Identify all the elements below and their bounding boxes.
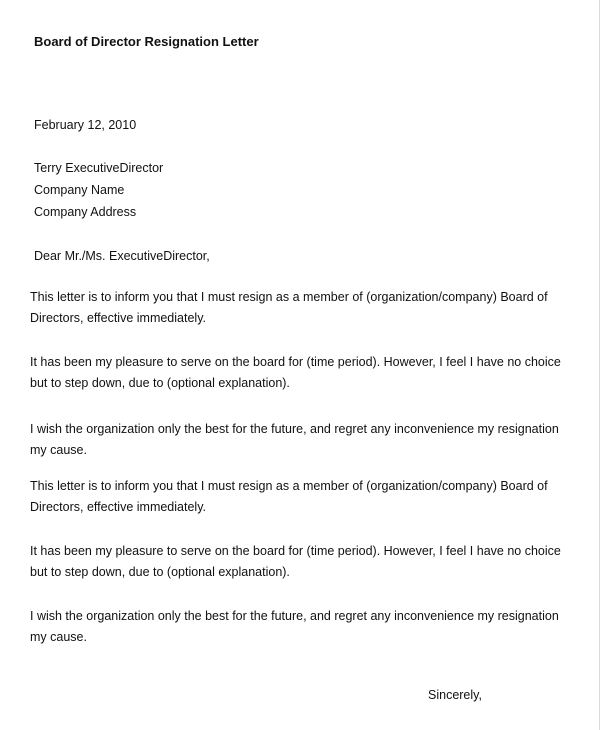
body-paragraph: I wish the organization only the best for the future, and regret any inconvenience my resignation my cause. [30,609,559,644]
closing: Sincerely, [428,688,482,702]
body-paragraph: It has been my pleasure to serve on the board for (time period). However, I feel I have no choice but to step down, due to (optional explanation). [30,544,561,579]
letter-date: February 12, 2010 [34,118,137,132]
body-paragraph: I wish the organization only the best for the future, and regret any inconvenience my resignation my cause. [30,422,559,457]
salutation: Dear Mr./Ms. ExecutiveDirector, [34,249,210,263]
body-paragraph: It has been my pleasure to serve on the board for (time period). However, I feel I have no choice but to step down, due to (optional explanation). [30,355,561,390]
body-paragraph: This letter is to inform you that I must resign as a member of (organization/company) Board of Directors, effective immediately. [30,479,548,514]
recipient-name: Terry ExecutiveDirector [34,161,164,175]
recipient-company: Company Name [34,183,125,197]
letter-title: Board of Director Resignation Letter [34,34,259,49]
recipient-address: Company Address [34,205,137,219]
body-paragraph: This letter is to inform you that I must resign as a member of (organization/company) Board of Directors, effective immediately. [30,290,548,325]
